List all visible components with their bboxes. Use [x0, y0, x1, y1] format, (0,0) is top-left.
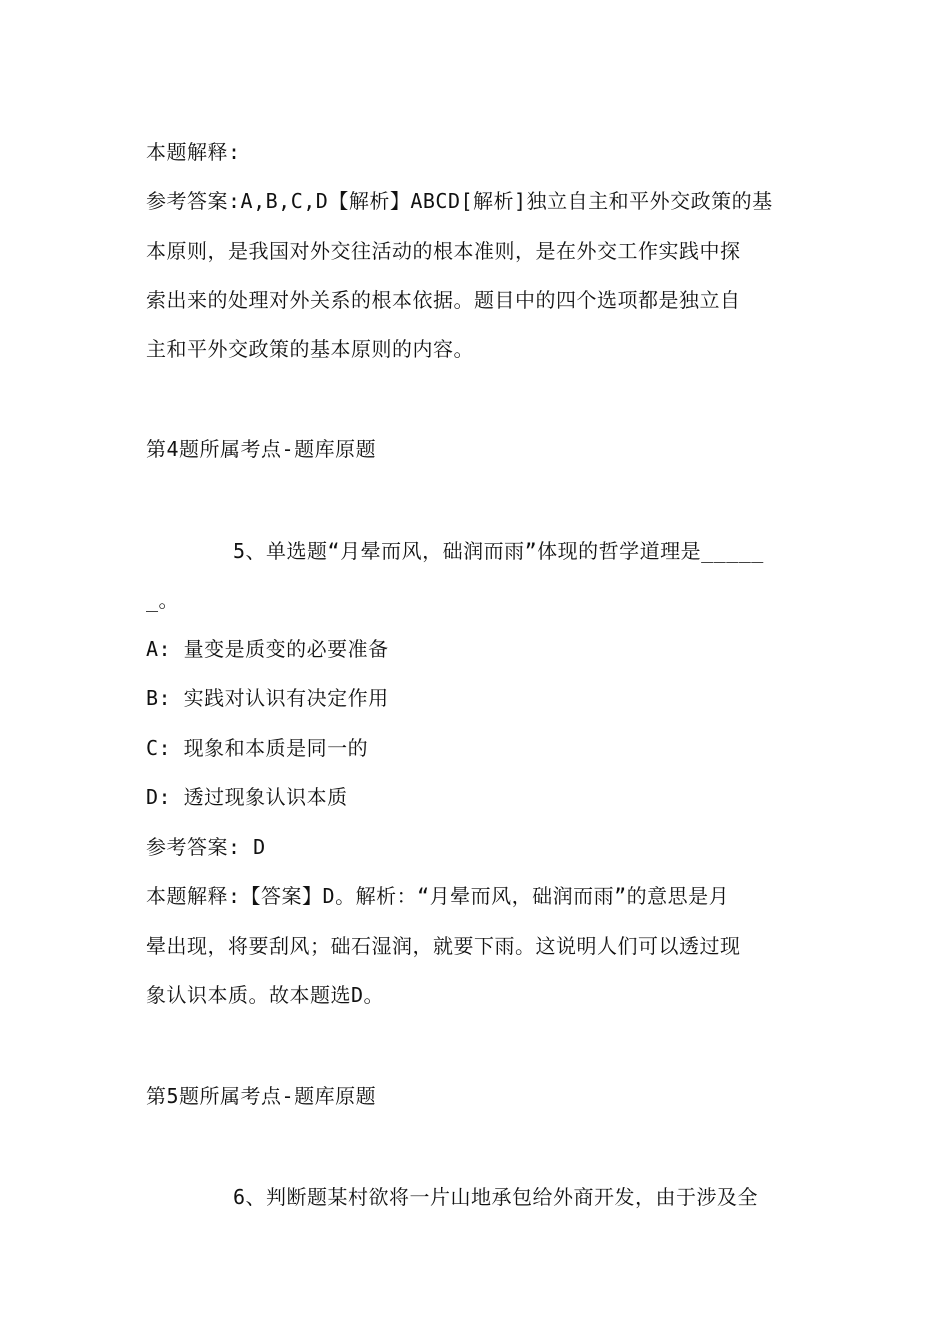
q5-explanation-line: 晕出现，将要刮风；础石湿润，就要下雨。这说明人们可以透过现 [146, 934, 741, 958]
q6-stem: 6、判断题某村欲将一片山地承包给外商开发，由于涉及全 [233, 1185, 759, 1209]
q5-option-b: B: 实践对认识有决定作用 [146, 686, 389, 710]
q4-topic: 第4题所属考点-题库原题 [146, 437, 377, 461]
q4-explanation-label: 本题解释: [146, 140, 241, 164]
q5-stem-continued: _。 [146, 588, 180, 612]
q5-explanation-line: 象认识本质。故本题选D。 [146, 983, 385, 1007]
q5-option-d: D: 透过现象认识本质 [146, 785, 348, 809]
q4-answer-line: 本原则，是我国对外交往活动的根本准则，是在外交工作实践中探 [146, 239, 741, 263]
q5-option-a: A: 量变是质变的必要准备 [146, 637, 389, 661]
q5-topic: 第5题所属考点-题库原题 [146, 1084, 377, 1108]
q4-answer-line: 主和平外交政策的基本原则的内容。 [146, 337, 474, 361]
q5-explanation-line: 本题解释:【答案】D。解析：“月晕而风，础润而雨”的意思是月 [146, 884, 730, 908]
q5-stem: 5、单选题“月晕而风，础润而雨”体现的哲学道理是_____ [233, 539, 764, 563]
q4-answer-line: 索出来的处理对外关系的根本依据。题目中的四个选项都是独立自 [146, 288, 741, 312]
q4-answer-line: 参考答案:A,B,C,D【解析】ABCD[解析]独立自主和平外交政策的基 [146, 189, 773, 213]
q5-option-c: C: 现象和本质是同一的 [146, 736, 369, 760]
q5-answer: 参考答案: D [146, 835, 266, 859]
